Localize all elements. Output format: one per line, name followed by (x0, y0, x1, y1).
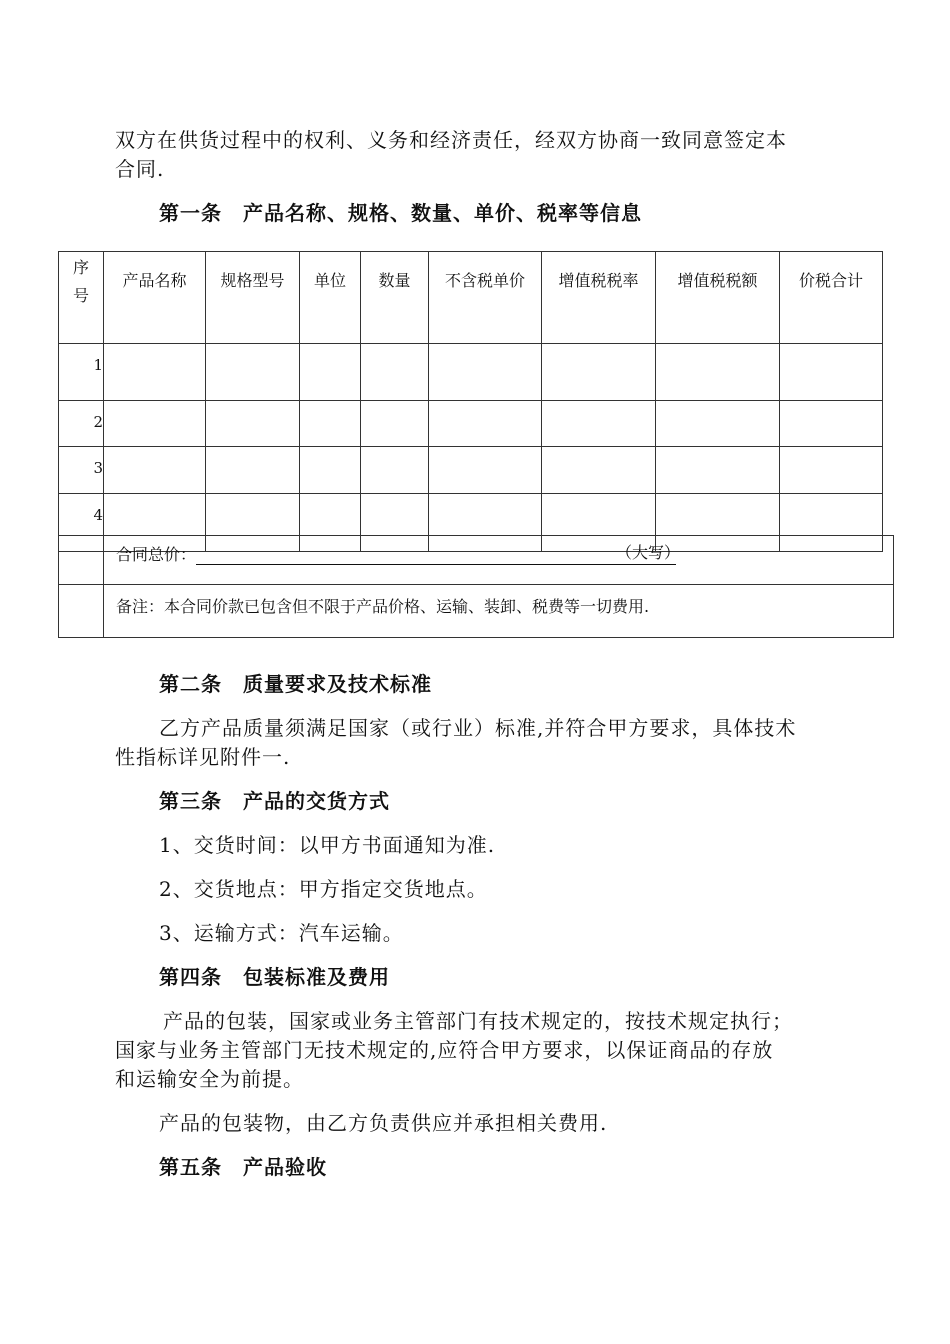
header-total-incl-tax: 价税合计 (780, 252, 883, 344)
cell-unit[interactable] (300, 447, 361, 494)
article-4-line-1: 产品的包装，国家或业务主管部门有技术规定的，按技术规定执行； (163, 1009, 793, 1033)
cell-vat-rate[interactable] (542, 344, 656, 401)
summary-table (58, 535, 894, 638)
cell-quantity[interactable] (361, 447, 429, 494)
cell-unit[interactable] (300, 401, 361, 447)
article-4-line-3: 和运输安全为前提。 (115, 1067, 304, 1091)
article-3-item-2: 2、交货地点：甲方指定交货地点。 (159, 877, 488, 901)
cell-vat-amount[interactable] (656, 344, 780, 401)
cell-spec-model[interactable] (206, 447, 300, 494)
total-price-row (59, 536, 894, 585)
cell-vat-rate[interactable] (542, 447, 656, 494)
note-blank-cell (59, 585, 104, 638)
table-row (59, 447, 883, 494)
total-price-uppercase-label: （大写） (616, 543, 681, 562)
cell-product-name[interactable] (104, 344, 206, 401)
total-price-cell (104, 536, 894, 585)
article-4-heading: 第四条 包装标准及费用 (159, 965, 390, 989)
total-price-label: 合同总价： (116, 545, 197, 564)
product-table (58, 251, 883, 552)
table-row (59, 401, 883, 447)
article-2-line-1: 乙方产品质量须满足国家（或行业）标准,并符合甲方要求，具体技术 (159, 716, 797, 740)
header-spec-model: 规格型号 (206, 252, 300, 344)
header-unit: 单位 (300, 252, 361, 344)
cell-quantity[interactable] (361, 401, 429, 447)
cell-unit[interactable] (300, 344, 361, 401)
header-vat-amount: 增值税税额 (656, 252, 780, 344)
article-2-line-2: 性指标详见附件一. (115, 745, 291, 769)
header-quantity: 数量 (361, 252, 429, 344)
cell-unit-price[interactable] (429, 447, 542, 494)
header-vat-rate: 增值税税率 (542, 252, 656, 344)
article-3-item-3: 3、运输方式：汽车运输。 (159, 921, 404, 945)
article-3-item-1: 1、交货时间：以甲方书面通知为准. (159, 833, 496, 857)
row-number: 4 (59, 494, 104, 552)
cell-quantity[interactable] (361, 344, 429, 401)
cell-product-name[interactable] (104, 401, 206, 447)
row-number: 3 (59, 447, 104, 494)
cell-vat-rate[interactable] (542, 401, 656, 447)
article-5-heading: 第五条 产品验收 (159, 1155, 327, 1179)
cell-spec-model[interactable] (206, 401, 300, 447)
article-3-heading: 第三条 产品的交货方式 (159, 789, 390, 813)
cell-total[interactable] (780, 401, 883, 447)
header-seq (59, 252, 104, 344)
cell-total[interactable] (780, 447, 883, 494)
total-price-blank-line[interactable] (196, 543, 681, 565)
cell-unit-price[interactable] (429, 344, 542, 401)
article-1-heading: 第一条 产品名称、规格、数量、单价、税率等信息 (159, 201, 642, 225)
cell-spec-model[interactable] (206, 344, 300, 401)
note-cell: 备注：本合同价款已包含但不限于产品价格、运输、装卸、税费等一切费用. (104, 585, 894, 638)
header-unit-price-excl-tax: 不含税单价 (429, 252, 542, 344)
table-row (59, 344, 883, 401)
cell-product-name[interactable] (104, 447, 206, 494)
article-2-heading: 第二条 质量要求及技术标准 (159, 672, 432, 696)
row-number: 2 (59, 401, 104, 447)
article-4-line-2: 国家与业务主管部门无技术规定的,应符合甲方要求，以保证商品的存放 (115, 1038, 774, 1062)
intro-line-2: 合同. (115, 157, 165, 181)
header-product-name: 产品名称 (104, 252, 206, 344)
row-number: 1 (59, 344, 104, 401)
article-4-line-4: 产品的包装物，由乙方负责供应并承担相关费用. (159, 1111, 608, 1135)
total-price-blank-cell (59, 536, 104, 585)
cell-unit-price[interactable] (429, 401, 542, 447)
note-row (59, 585, 894, 638)
table-header-row (59, 252, 883, 344)
cell-total[interactable] (780, 344, 883, 401)
intro-line-1: 双方在供货过程中的权利、义务和经济责任，经双方协商一致同意签定本 (115, 128, 787, 152)
header-seq-line-1: 序 (72, 258, 89, 277)
header-seq-line-2: 号 (72, 286, 89, 305)
cell-vat-amount[interactable] (656, 447, 780, 494)
cell-vat-amount[interactable] (656, 401, 780, 447)
